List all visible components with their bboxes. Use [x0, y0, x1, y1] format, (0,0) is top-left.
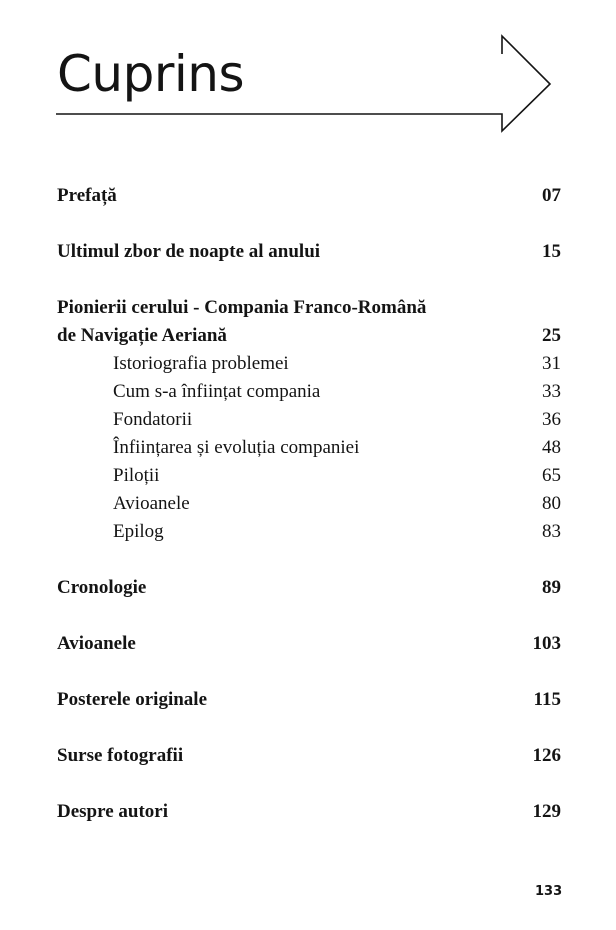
toc-entry-page: 25	[542, 325, 561, 346]
page-title: Cuprins	[57, 45, 245, 103]
toc-entry-page: 07	[542, 185, 561, 206]
toc-subentry-page: 83	[542, 521, 561, 542]
toc-subentry-label: Istoriografia problemei	[113, 353, 289, 374]
toc-subentry-page: 80	[542, 493, 561, 514]
toc-entry-page: 126	[532, 745, 561, 766]
toc-subentry-label: Epilog	[113, 521, 164, 542]
toc-entry-posterele[interactable]	[57, 686, 561, 714]
toc-subentry[interactable]	[57, 406, 561, 434]
toc-entry-label-line1: Pionierii cerului - Compania Franco-Română	[57, 297, 427, 318]
toc-subentry-page: 36	[542, 409, 561, 430]
toc-entry-pionierii[interactable]	[57, 294, 561, 350]
toc-subentry-page: 48	[542, 437, 561, 458]
toc-entry-cronologie[interactable]	[57, 574, 561, 602]
right-arrow-outline-icon	[0, 0, 616, 150]
toc-subsection-list	[57, 350, 561, 546]
toc-entry-label	[57, 294, 426, 350]
toc-entry-surse[interactable]	[57, 742, 561, 770]
toc-entry-page: 103	[532, 633, 561, 654]
toc-entry-label: Ultimul zbor de noapte al anului	[57, 241, 321, 262]
toc-subentry-page: 31	[542, 353, 561, 374]
toc-entry-avioanele[interactable]	[57, 630, 561, 658]
toc-entry-label: Avioanele	[57, 633, 136, 654]
toc-subentry-page: 65	[542, 465, 561, 486]
toc-subentry[interactable]	[57, 518, 561, 546]
toc-subentry[interactable]	[57, 350, 561, 378]
toc-entry-page: 115	[533, 689, 561, 710]
toc-subentry-label: Cum s-a înființat compania	[113, 381, 321, 402]
page-header	[0, 0, 616, 150]
toc-subentry-label: Înființarea și evoluția companiei	[113, 437, 360, 458]
toc-subentry[interactable]	[57, 462, 561, 490]
toc-entry-label: Cronologie	[57, 577, 147, 598]
toc-subentry-label: Fondatorii	[113, 409, 193, 430]
toc-entry-page: 89	[542, 577, 561, 598]
toc-subentry-label: Piloții	[113, 465, 160, 486]
toc-entry-label: Despre autori	[57, 801, 168, 822]
toc-entry-label: Posterele originale	[57, 689, 208, 710]
toc-subentry-page: 33	[542, 381, 561, 402]
toc-entry-ultimul-zbor[interactable]	[57, 238, 561, 266]
toc-entry-label: Prefață	[57, 185, 117, 206]
toc-entry-label-line2: de Navigație Aeriană	[57, 325, 227, 346]
toc-entry-page: 15	[542, 241, 561, 262]
toc-subentry-label: Avioanele	[113, 493, 190, 514]
toc-subentry[interactable]	[57, 434, 561, 462]
page-number: 133	[535, 884, 563, 899]
toc-entry-despre[interactable]	[57, 798, 561, 826]
table-of-contents	[57, 182, 561, 826]
toc-entry-prefata[interactable]	[57, 182, 561, 210]
toc-subentry[interactable]	[57, 490, 561, 518]
toc-entry-page: 129	[532, 801, 561, 822]
toc-subentry[interactable]	[57, 378, 561, 406]
toc-entry-label: Surse fotografii	[57, 745, 184, 766]
